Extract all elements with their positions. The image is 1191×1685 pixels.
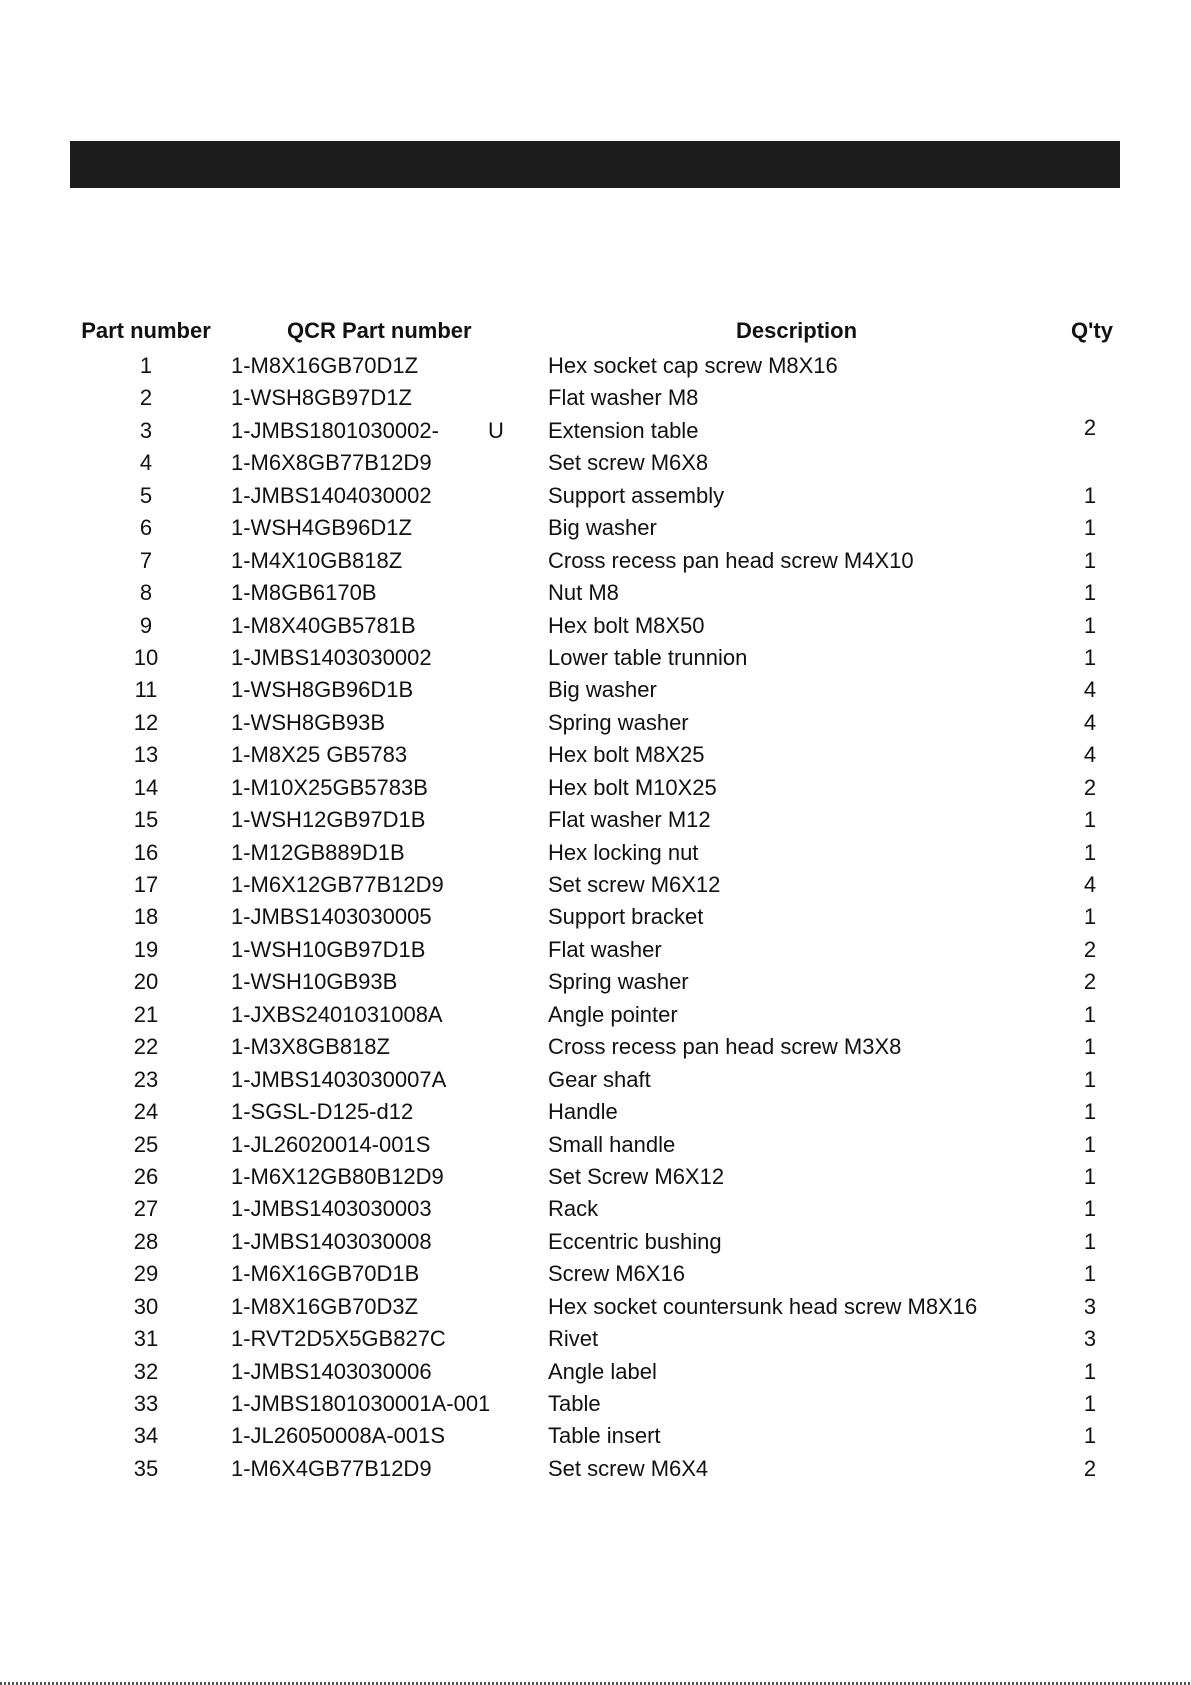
part-number-cell: 34 bbox=[133, 1423, 159, 1449]
part-number-cell: 8 bbox=[139, 580, 153, 606]
part-number-cell: 1 bbox=[139, 353, 153, 378]
qcr-part-number-cell: 1-JMBS1403030002 bbox=[231, 644, 432, 670]
part-number-cell: 35 bbox=[133, 1455, 159, 1481]
table-row bbox=[0, 1291, 1191, 1323]
table-row bbox=[0, 382, 1191, 414]
qty-cell: 1 bbox=[1083, 1099, 1097, 1125]
header-qty: Q'ty bbox=[1071, 318, 1113, 343]
qty-cell: 4 bbox=[1083, 677, 1097, 703]
part-number-cell: 21 bbox=[133, 1001, 159, 1027]
qcr-part-number-cell: 1-JMBS1404030002 bbox=[231, 482, 432, 508]
qcr-part-number-cell: 1-M10X25GB5783B bbox=[231, 774, 428, 800]
qty-cell: 1 bbox=[1083, 1261, 1097, 1287]
part-number-cell: 23 bbox=[133, 1066, 159, 1092]
description-cell: Hex bolt M10X25 bbox=[548, 774, 717, 800]
qcr-part-number-cell: 1-WSH4GB96D1Z bbox=[231, 515, 412, 541]
description-cell: Lower table trunnion bbox=[548, 644, 748, 670]
table-header-row bbox=[0, 312, 1191, 350]
header-qcr-part-number: QCR Part number bbox=[287, 318, 472, 343]
table-row bbox=[0, 350, 1191, 382]
table-row bbox=[0, 674, 1191, 706]
part-number-cell: 11 bbox=[134, 677, 158, 703]
description-cell: Set screw M6X12 bbox=[548, 872, 721, 897]
part-number-cell: 2 bbox=[139, 385, 153, 411]
qcr-part-number-cell: 1-WSH8GB93B bbox=[231, 709, 386, 735]
part-number-cell: 12 bbox=[133, 709, 159, 735]
table-row bbox=[0, 1096, 1191, 1128]
part-number-cell: 29 bbox=[133, 1261, 159, 1287]
part-number-cell: 16 bbox=[133, 839, 159, 865]
description-cell: Rivet bbox=[548, 1326, 599, 1352]
description-cell: Small handle bbox=[548, 1131, 676, 1157]
table-row bbox=[0, 512, 1191, 544]
description-cell: Support assembly bbox=[548, 482, 725, 508]
qcr-part-number-cell: 1-WSH10GB93B bbox=[231, 969, 398, 995]
part-number-cell: 30 bbox=[133, 1293, 159, 1319]
description-cell: Set Screw M6X12 bbox=[548, 1163, 725, 1189]
qty-cell: 1 bbox=[1083, 1391, 1097, 1416]
qty-cell: 1 bbox=[1083, 1358, 1097, 1384]
table-row bbox=[0, 1323, 1191, 1355]
qty-cell: 2 bbox=[1083, 414, 1097, 440]
description-cell: Screw M6X16 bbox=[548, 1261, 685, 1287]
qty-cell: 2 bbox=[1083, 969, 1097, 995]
part-number-cell: 14 bbox=[133, 774, 159, 800]
part-number-cell: 28 bbox=[133, 1228, 159, 1254]
table-row bbox=[0, 1258, 1191, 1290]
part-number-cell: 20 bbox=[133, 969, 159, 995]
qcr-part-number-cell: 1-M6X8GB77B12D9 bbox=[231, 450, 432, 476]
qcr-part-number-cell: 1-M8X25 GB5783 bbox=[231, 742, 408, 768]
qty-cell: 2 bbox=[1083, 936, 1097, 962]
description-cell: Hex locking nut bbox=[548, 839, 699, 865]
qty-cell: 1 bbox=[1083, 1163, 1097, 1189]
qty-cell: 1 bbox=[1083, 807, 1097, 833]
part-number-cell: 4 bbox=[139, 450, 153, 476]
table-row bbox=[0, 1129, 1191, 1161]
table-row bbox=[0, 772, 1191, 804]
part-number-cell: 31 bbox=[133, 1326, 159, 1352]
qty-cell: 2 bbox=[1083, 1455, 1097, 1481]
qty-cell: 1 bbox=[1083, 580, 1097, 606]
qty-cell: 1 bbox=[1083, 1228, 1097, 1254]
description-cell: Flat washer M12 bbox=[548, 807, 711, 833]
qty-cell: 4 bbox=[1083, 872, 1097, 897]
table-row bbox=[0, 545, 1191, 577]
qty-cell: 1 bbox=[1083, 644, 1097, 670]
table-row bbox=[0, 1388, 1191, 1420]
part-number-cell: 9 bbox=[139, 612, 153, 638]
qty-cell: 4 bbox=[1083, 742, 1097, 768]
qty-cell: 3 bbox=[1083, 1293, 1097, 1319]
part-number-cell: 25 bbox=[133, 1131, 159, 1157]
qty-cell: 1 bbox=[1083, 1034, 1097, 1060]
qcr-part-number-suffix: U bbox=[488, 417, 504, 443]
description-cell: Flat washer bbox=[548, 936, 662, 962]
table-row bbox=[0, 610, 1191, 642]
qcr-part-number-cell: 1-M8X16GB70D3Z bbox=[231, 1293, 419, 1319]
description-cell: Hex socket countersunk head screw M8X16 bbox=[548, 1293, 978, 1319]
part-number-cell: 18 bbox=[133, 904, 159, 930]
part-number-cell: 32 bbox=[133, 1358, 159, 1384]
qty-cell: 1 bbox=[1083, 904, 1097, 930]
qcr-part-number-cell: 1-WSH8GB96D1B bbox=[231, 677, 414, 703]
qty-cell: 1 bbox=[1083, 612, 1097, 638]
table-row bbox=[0, 577, 1191, 609]
qcr-part-number-cell: 1-M12GB889D1B bbox=[231, 839, 405, 865]
description-cell: Angle label bbox=[548, 1358, 657, 1384]
description-cell: Rack bbox=[548, 1196, 599, 1222]
qty-cell: 1 bbox=[1083, 1066, 1097, 1092]
parts-table bbox=[0, 312, 1191, 1485]
part-number-cell: 26 bbox=[133, 1163, 159, 1189]
description-cell: Set screw M6X8 bbox=[548, 450, 709, 476]
table-row bbox=[0, 934, 1191, 966]
qcr-part-number-cell: 1-M6X12GB77B12D9 bbox=[231, 872, 444, 897]
part-number-cell: 13 bbox=[133, 742, 159, 768]
description-cell: Cross recess pan head screw M3X8 bbox=[548, 1034, 902, 1060]
qcr-part-number-cell: 1-JMBS1801030001A-001 bbox=[231, 1391, 491, 1416]
table-row bbox=[0, 837, 1191, 869]
qcr-part-number-cell: 1-WSH10GB97D1B bbox=[231, 936, 426, 962]
part-number-cell: 22 bbox=[133, 1034, 159, 1060]
table-row bbox=[0, 1356, 1191, 1388]
qcr-part-number-cell: 1-M8GB6170B bbox=[231, 580, 377, 606]
table-row bbox=[0, 1193, 1191, 1225]
table-row bbox=[0, 480, 1191, 512]
table-row bbox=[0, 1064, 1191, 1096]
description-cell: Flat washer M8 bbox=[548, 385, 699, 411]
qcr-part-number-cell: 1-JMBS1403030005 bbox=[231, 904, 432, 930]
table-row bbox=[0, 804, 1191, 836]
table-row bbox=[0, 1031, 1191, 1063]
part-number-cell: 33 bbox=[133, 1391, 159, 1416]
qcr-part-number-cell: 1-JXBS2401031008A bbox=[231, 1001, 443, 1027]
description-cell: Nut M8 bbox=[548, 580, 619, 606]
description-cell: Cross recess pan head screw M4X10 bbox=[548, 547, 914, 573]
qcr-part-number-cell: 1-WSH12GB97D1B bbox=[231, 807, 426, 833]
description-cell: Eccentric bushing bbox=[548, 1228, 722, 1254]
table-row bbox=[0, 1226, 1191, 1258]
qcr-part-number-cell: 1-M8X40GB5781B bbox=[231, 612, 416, 638]
part-number-cell: 10 bbox=[133, 644, 159, 670]
description-cell: Table insert bbox=[548, 1423, 661, 1449]
description-cell: Angle pointer bbox=[548, 1001, 678, 1027]
qty-cell: 1 bbox=[1083, 515, 1097, 541]
description-cell: Set screw M6X4 bbox=[548, 1455, 709, 1481]
qty-cell: 1 bbox=[1083, 1131, 1097, 1157]
table-row bbox=[0, 447, 1191, 479]
description-cell: Extension table bbox=[548, 417, 699, 443]
description-cell: Gear shaft bbox=[548, 1066, 651, 1092]
table-row bbox=[0, 707, 1191, 739]
description-cell: Table bbox=[548, 1391, 601, 1416]
part-number-cell: 6 bbox=[139, 515, 153, 541]
table-row bbox=[0, 1161, 1191, 1193]
qcr-part-number-cell: 1-WSH8GB97D1Z bbox=[231, 385, 412, 411]
qcr-part-number-cell: 1-JMBS1403030003 bbox=[231, 1196, 432, 1222]
description-cell: Hex socket cap screw M8X16 bbox=[548, 353, 838, 378]
header-description: Description bbox=[736, 318, 858, 343]
description-cell: Hex bolt M8X25 bbox=[548, 742, 705, 768]
qty-cell: 2 bbox=[1083, 774, 1097, 800]
description-cell: Handle bbox=[548, 1099, 618, 1125]
qcr-part-number-cell: 1-JL26050008A-001S bbox=[231, 1423, 446, 1449]
table-row bbox=[0, 1453, 1191, 1485]
qcr-part-number-cell: 1-M3X8GB818Z bbox=[231, 1034, 390, 1060]
qcr-part-number-cell: 1-RVT2D5X5GB827C bbox=[231, 1326, 446, 1352]
qty-cell: 1 bbox=[1083, 1001, 1097, 1027]
table-row bbox=[0, 1420, 1191, 1452]
description-cell: Hex bolt M8X50 bbox=[548, 612, 705, 638]
table-row bbox=[0, 966, 1191, 998]
part-number-cell: 3 bbox=[139, 417, 153, 443]
qty-cell: 1 bbox=[1083, 1423, 1097, 1449]
qty-cell: 3 bbox=[1083, 1326, 1097, 1352]
qty-cell: 1 bbox=[1083, 839, 1097, 865]
table-row bbox=[0, 415, 1191, 447]
part-number-cell: 7 bbox=[139, 547, 153, 573]
description-cell: Big washer bbox=[548, 677, 657, 703]
qcr-part-number-cell: 1-JMBS1403030007A bbox=[231, 1066, 447, 1092]
table-row bbox=[0, 999, 1191, 1031]
header-part-number: Part number bbox=[81, 318, 211, 343]
table-body bbox=[0, 350, 1191, 1485]
description-cell: Spring washer bbox=[548, 709, 689, 735]
qty-cell: 1 bbox=[1083, 482, 1097, 508]
qcr-part-number-cell: 1-M4X10GB818Z bbox=[231, 547, 403, 573]
part-number-cell: 17 bbox=[133, 872, 159, 897]
qcr-part-number-cell: 1-M6X12GB80B12D9 bbox=[231, 1163, 444, 1189]
part-number-cell: 5 bbox=[139, 482, 153, 508]
table-row bbox=[0, 739, 1191, 771]
part-number-cell: 27 bbox=[133, 1196, 159, 1222]
part-number-cell: 19 bbox=[133, 936, 159, 962]
qcr-part-number-cell: 1-JMBS1403030006 bbox=[231, 1358, 432, 1384]
qty-cell: 4 bbox=[1083, 709, 1097, 735]
table-row bbox=[0, 869, 1191, 901]
qty-cell: 1 bbox=[1083, 1196, 1097, 1222]
qcr-part-number-cell: 1-M6X4GB77B12D9 bbox=[231, 1455, 432, 1481]
table-row bbox=[0, 901, 1191, 933]
description-cell: Big washer bbox=[548, 515, 657, 541]
description-cell: Spring washer bbox=[548, 969, 689, 995]
part-number-cell: 15 bbox=[133, 807, 159, 833]
qty-cell: 1 bbox=[1083, 547, 1097, 573]
qcr-part-number-cell: 1-M8X16GB70D1Z bbox=[231, 353, 419, 378]
qcr-part-number-cell: 1-JMBS1801030002- bbox=[231, 417, 439, 443]
table-row bbox=[0, 642, 1191, 674]
qcr-part-number-cell: 1-JL26020014-001S bbox=[231, 1131, 431, 1157]
qcr-part-number-cell: 1-JMBS1403030008 bbox=[231, 1228, 432, 1254]
qcr-part-number-cell: 1-M6X16GB70D1B bbox=[231, 1261, 420, 1287]
section-header-bar bbox=[70, 141, 1120, 188]
description-cell: Support bracket bbox=[548, 904, 704, 930]
qcr-part-number-cell: 1-SGSL-D125-d12 bbox=[231, 1099, 414, 1125]
part-number-cell: 24 bbox=[133, 1099, 159, 1125]
